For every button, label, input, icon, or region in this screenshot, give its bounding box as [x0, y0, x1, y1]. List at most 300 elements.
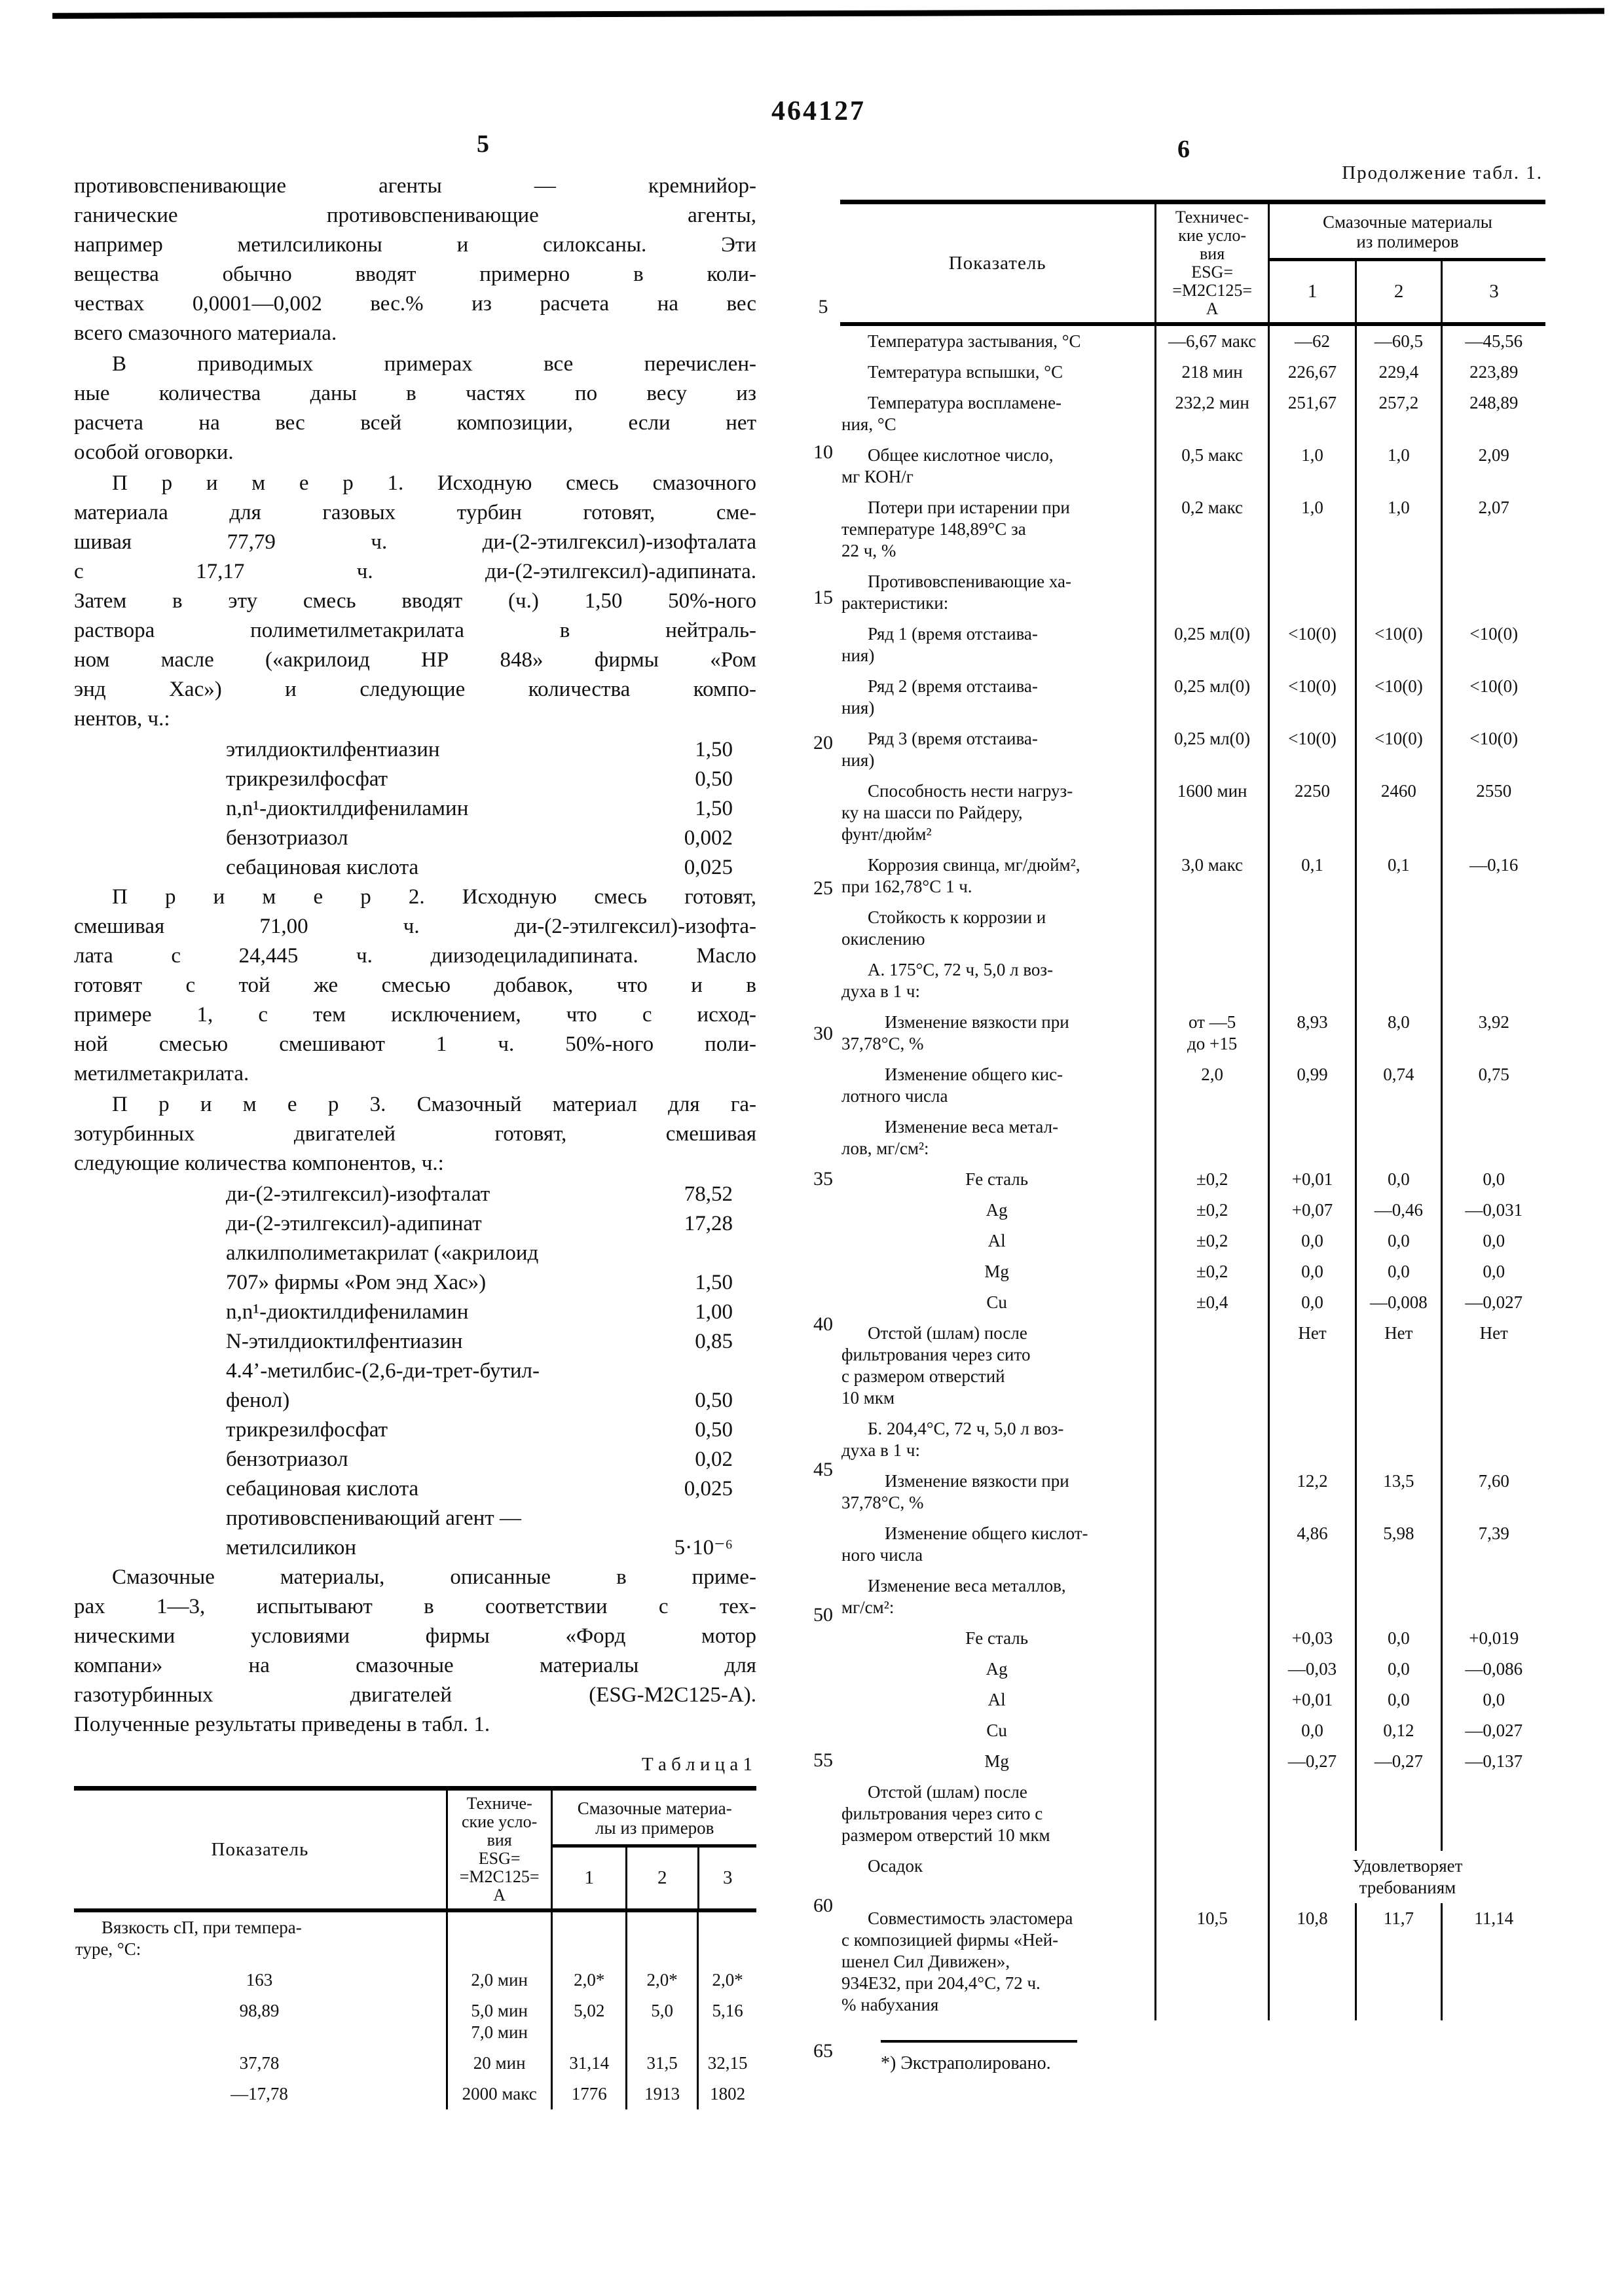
cell-value [1270, 1112, 1355, 1164]
row-label: Изменение вязкости при 37,78°С, % [841, 1471, 1069, 1512]
row-label: Стойкость к коррозии и окислению [841, 907, 1046, 949]
cell-value: 31,5 [625, 2048, 697, 2079]
right-column [840, 162, 1545, 2074]
component-row [74, 1357, 756, 1415]
text-line: ганические противовспенивающие агенты, [74, 204, 756, 227]
cell-value: —0,031 [1441, 1195, 1545, 1226]
row-label: Ряд 3 (время отстаива- ния) [841, 729, 1038, 770]
table1-caption: Т а б л и ц а 1 [642, 1754, 752, 1775]
footnote [881, 2040, 1545, 2074]
cell-value: 257,2 [1355, 388, 1440, 440]
line-number: 30 [813, 1023, 833, 1044]
paragraph [74, 172, 756, 348]
footnote-rule [881, 2040, 1077, 2043]
paragraph [74, 350, 756, 467]
text-line: вещества обычно вводят примерно в коли- [74, 263, 756, 286]
cell-spec: 5,0 мин 7,0 мин [446, 1995, 553, 2048]
cell-value: —0,086 [1441, 1654, 1545, 1685]
cell-spec: 232,2 мин [1154, 388, 1270, 440]
cell-spec: ±0,2 [1154, 1195, 1270, 1226]
cell-value: 0,1 [1355, 850, 1440, 902]
cell-value: —0,46 [1355, 1195, 1440, 1226]
component-row [74, 1298, 756, 1327]
cell-spec: 10,5 [1154, 1903, 1270, 2020]
component-row [74, 1239, 756, 1298]
cell-spec: ±0,4 [1154, 1287, 1270, 1318]
component-value: 0,50 [695, 1418, 733, 1442]
table-row [840, 1571, 1545, 1623]
cell-value: —0,137 [1441, 1746, 1545, 1777]
cell-value: 0,0 [1355, 1164, 1440, 1195]
table-row [840, 1715, 1545, 1746]
cell-value: 5,0 [625, 1995, 697, 2048]
cell-value: +0,07 [1291, 1200, 1333, 1220]
column-group-title: Смазочные материалы из полимеров [1270, 204, 1545, 261]
cell-value: 1776 [571, 2084, 607, 2104]
cell-value: 5,98 [1355, 1518, 1440, 1571]
cell-value [1270, 1571, 1355, 1623]
component-row [74, 1209, 756, 1239]
table-header [74, 1791, 756, 1912]
text-line: материала для газовых турбин готовят, сме- [74, 501, 756, 524]
cell-value: Нет [1298, 1323, 1327, 1343]
component-value: 17,28 [684, 1212, 733, 1235]
cell-value: 2,07 [1441, 492, 1545, 566]
component-name: трикрезилфосфат [226, 1418, 388, 1442]
row-label: 98,89 [239, 2001, 280, 2020]
row-label: Температура воспламене- ния, °С [841, 393, 1062, 434]
component-value: 0,025 [684, 856, 733, 879]
component-value: 78,52 [684, 1182, 733, 1206]
table-row [840, 492, 1545, 566]
cell-spec: ±0,2 [1154, 1226, 1270, 1256]
component-value: 0,85 [695, 1330, 733, 1353]
component-value: 1,50 [695, 1271, 733, 1294]
cell-span: Удовлетворяет требованиям [1352, 1856, 1463, 1897]
row-label: Mg [984, 1751, 1009, 1771]
cell-spec: 20 мин [446, 2048, 553, 2079]
row-label: Осадок [868, 1856, 923, 1876]
cell-value: 1,0 [1301, 445, 1323, 465]
cell-value: 2,0* [697, 1965, 756, 1995]
cell-value [1441, 1112, 1545, 1164]
component-value: 0,025 [684, 1477, 733, 1501]
text-line: энд Хас») и следующие количества компо- [74, 678, 756, 701]
cell-spec [1154, 1715, 1270, 1746]
component-value: 0,002 [684, 826, 733, 850]
text-line: ническими условиями фирмы «Форд мотор [74, 1624, 756, 1648]
line-number: 10 [813, 441, 833, 463]
table-row [840, 1287, 1545, 1318]
cell-value: 0,0 [1355, 1685, 1440, 1715]
cell-spec [1154, 1654, 1270, 1685]
cell-value: 0,0 [1441, 1256, 1545, 1287]
footnote-text: *) Экстраполировано. [881, 2053, 1051, 2073]
cell-value: <10(0) [1355, 619, 1440, 671]
text-line: расчета на вес всей композиции, если нет [74, 411, 756, 435]
column-header-specs: Техниче- ские усло- вия ESG= =M2C125= А [446, 1791, 553, 1908]
column-header-label: Показатель [948, 252, 1046, 274]
row-label: Mg [984, 1262, 1009, 1281]
text-line: В приводимых примерах все перечислен- [112, 352, 756, 376]
scan-artifact-line [52, 8, 1604, 18]
table-row [840, 776, 1545, 850]
paragraph [74, 469, 756, 734]
text-line: П р и м е р 2. Исходную смесь готовят, [112, 885, 756, 909]
table-row [74, 1912, 756, 1965]
row-label: Al [987, 1690, 1006, 1709]
table-row [840, 1654, 1545, 1685]
row-label: Отстой (шлам) после фильтрования через сито с размером отверстий 10 мкм [841, 1782, 1050, 1845]
cell-value [1441, 1777, 1545, 1851]
table-body [74, 1912, 756, 2109]
cell-value: 1,0 [1355, 492, 1440, 566]
cell-spec [1154, 1318, 1270, 1413]
patent-number: 464127 [771, 96, 866, 126]
table-row [840, 1318, 1545, 1413]
text-line: противовспенивающие агенты — кремнийор- [74, 174, 756, 198]
table-row [840, 1413, 1545, 1466]
row-label: Ag [986, 1659, 1008, 1679]
column-number: 1 [584, 1867, 594, 1888]
line-number: 5 [818, 296, 828, 318]
component-name: алкилполиметакрилат («акрилоид 707» фирмы «Ром энд Хас») [226, 1241, 539, 1294]
row-label: 37,78 [239, 2053, 280, 2073]
text-line: нентов, ч.: [74, 707, 170, 731]
text-line: Затем в эту смесь вводят (ч.) 1,50 50%-ного [74, 589, 756, 613]
cell-value: 11,14 [1441, 1903, 1545, 2020]
text-line: Полученные результаты приведены в табл. 1. [74, 1713, 490, 1736]
cell-value: —0,008 [1355, 1287, 1440, 1318]
cell-spec: 3,0 макс [1154, 850, 1270, 902]
cell-value [1355, 1777, 1440, 1851]
column-group-header [553, 1791, 756, 1908]
table-row [840, 1623, 1545, 1654]
row-label: А. 175°С, 72 ч, 5,0 л воз- духа в 1 ч: [841, 960, 1054, 1001]
cell-spec: от —5 до +15 [1154, 1007, 1270, 1059]
cell-value: —45,56 [1441, 326, 1545, 357]
line-number: 40 [813, 1313, 833, 1335]
cell-value: 4,86 [1297, 1523, 1328, 1543]
text-line: П р и м е р 3. Смазочный материал для га- [112, 1093, 756, 1116]
table-row [840, 1226, 1545, 1256]
cell-spec [1154, 1112, 1270, 1164]
table-row [840, 357, 1545, 388]
cell-value [697, 1912, 756, 1965]
text-line: газотурбинных двигателей (ESG-M2C125-A). [74, 1683, 756, 1707]
cell-value: 0,0 [1355, 1654, 1440, 1685]
paragraph [74, 1090, 756, 1178]
text-line: с 17,17 ч. ди-(2-этилгексил)-адипината. [74, 560, 756, 583]
cell-value: <10(0) [1288, 729, 1337, 748]
table-row [74, 2079, 756, 2109]
cell-value: <10(0) [1441, 671, 1545, 723]
line-number: 60 [813, 1895, 833, 1916]
table-row [840, 1256, 1545, 1287]
cell-spec [1154, 1851, 1270, 1903]
component-name: 4.4’-метилбис-(2,6-ди-трет-бутил- фенол) [226, 1359, 540, 1412]
cell-spec: 218 мин [1154, 357, 1270, 388]
cell-value: 0,0 [1441, 1226, 1545, 1256]
component-name: бензотриазол [226, 1448, 348, 1471]
cell-value: 1,0 [1301, 498, 1323, 517]
cell-value [1270, 902, 1355, 955]
cell-value [1441, 566, 1545, 619]
cell-value [1355, 566, 1440, 619]
cell-value: <10(0) [1441, 619, 1545, 671]
cell-value: 0,0 [1301, 1231, 1323, 1250]
row-label: Изменение вязкости при 37,78°С, % [841, 1012, 1069, 1053]
line-number: 20 [813, 732, 833, 754]
text-line: готовят с той же смесью добавок, что и в [74, 974, 756, 997]
component-row [74, 853, 756, 883]
cell-value: 2,0* [625, 1965, 697, 1995]
row-label: Противовспенивающие ха- рактеристики: [841, 572, 1072, 613]
text-line: Смазочные материалы, описанные в приме- [112, 1565, 756, 1589]
component-name: n,n¹-диоктилдифениламин [226, 797, 469, 820]
cell-value [1270, 1413, 1355, 1466]
paragraph [74, 883, 756, 1089]
row-label: Способность нести нагруз- ку на шасси по Райдеру, фунт/дюйм² [841, 781, 1073, 844]
row-label: —17,78 [231, 2084, 288, 2104]
cell-value [1355, 1413, 1440, 1466]
table-row [840, 1518, 1545, 1571]
text-line: лата с 24,445 ч. диизодециладипината. Масло [74, 944, 756, 968]
component-value: 0,02 [695, 1448, 733, 1471]
component-value: 1,50 [695, 738, 733, 761]
table1 [74, 1786, 756, 2109]
table-row [840, 955, 1545, 1007]
row-label: 163 [246, 1970, 273, 1990]
table-row [74, 2048, 756, 2079]
left-column-text [74, 172, 756, 1740]
column-number: 3 [1441, 261, 1545, 322]
left-column [74, 172, 756, 2109]
cell-spec [446, 1912, 553, 1965]
component-name: себациновая кислота [226, 1477, 419, 1501]
cell-value: 2550 [1441, 776, 1545, 850]
cell-value: —62 [1295, 331, 1331, 351]
row-label: Изменение веса метал- лов, мг/см²: [841, 1117, 1059, 1158]
cell-value [1270, 566, 1355, 619]
column-subheader [553, 1848, 756, 1908]
component-name: N-этилдиоктилфентиазин [226, 1330, 463, 1353]
cell-value: <10(0) [1355, 671, 1440, 723]
table-row [840, 1746, 1545, 1777]
text-line: чествах 0,0001—0,002 вес.% из расчета на вес [74, 292, 756, 316]
cell-value: —0,27 [1355, 1746, 1440, 1777]
row-label: Ряд 1 (время отстаива- ния) [841, 624, 1038, 665]
row-label: Вязкость сП, при темпера- туре, °С: [75, 1918, 302, 1959]
row-label: Fe сталь [965, 1628, 1029, 1648]
row-label: Fe сталь [965, 1169, 1029, 1189]
cell-spec [1154, 1623, 1270, 1654]
column-number: 1 [1307, 281, 1318, 302]
component-name: n,n¹-диоктилдифениламин [226, 1300, 469, 1324]
cell-value: <10(0) [1288, 624, 1337, 644]
cell-value: 1,0 [1355, 440, 1440, 492]
text-line: рах 1—3, испытывают в соответствии с тех- [74, 1595, 756, 1618]
table-row [840, 566, 1545, 619]
row-label: Изменение общего кислот- ного числа [841, 1523, 1088, 1565]
line-number: 55 [813, 1749, 833, 1771]
cell-value: 2460 [1355, 776, 1440, 850]
table-row [840, 619, 1545, 671]
component-row [74, 1415, 756, 1445]
cell-value: 8,0 [1355, 1007, 1440, 1059]
table-row [840, 440, 1545, 492]
cell-value: Нет [1355, 1318, 1440, 1413]
table-row [840, 1466, 1545, 1518]
cell-spec [1154, 1571, 1270, 1623]
cell-value: <10(0) [1288, 676, 1337, 696]
text-line: смешивая 71,00 ч. ди-(2-этилгексил)-изофта- [74, 915, 756, 938]
cell-value: 8,93 [1297, 1012, 1328, 1032]
text-line: раствора полиметилметакрилата в нейтраль- [74, 619, 756, 642]
cell-value: 0,0 [1355, 1226, 1440, 1256]
cell-spec: ±0,2 [1154, 1256, 1270, 1287]
cell-value: —0,03 [1287, 1659, 1337, 1679]
cell-value: 229,4 [1355, 357, 1440, 388]
cell-value: +0,03 [1291, 1628, 1333, 1648]
cell-value: +0,01 [1291, 1690, 1333, 1709]
cell-value: —60,5 [1355, 326, 1440, 357]
cell-spec [1154, 1518, 1270, 1571]
component-name: ди-(2-этилгексил)-адипинат [226, 1212, 482, 1235]
column-group-title: Смазочные материа- лы из примеров [553, 1791, 756, 1848]
cell-value [1355, 1112, 1440, 1164]
cell-value: 12,2 [1297, 1471, 1328, 1491]
cell-value: 0,74 [1355, 1059, 1440, 1112]
line-number: 15 [813, 587, 833, 608]
component-value: 0,50 [695, 767, 733, 791]
cell-spec: ±0,2 [1154, 1164, 1270, 1195]
right-page-number: 6 [1177, 136, 1190, 163]
cell-value: —0,16 [1441, 850, 1545, 902]
component-value: 0,50 [695, 1389, 733, 1412]
cell-spec [1154, 902, 1270, 955]
column-header-specs: Техничес- кие усло- вия ESG= =M2C125= А [1154, 204, 1270, 322]
row-label: Темтература вспышки, °С [868, 362, 1063, 382]
text-line: всего смазочного материала. [74, 321, 337, 345]
cell-spec: 0,25 мл(0) [1154, 619, 1270, 671]
column-number: 3 [697, 1848, 756, 1908]
column-number: 2 [1355, 261, 1441, 322]
component-row [74, 1180, 756, 1209]
line-number: 50 [813, 1604, 833, 1626]
cell-value: 2,0* [574, 1970, 605, 1990]
cell-value [1441, 1571, 1545, 1623]
cell-value: 0,0 [1441, 1164, 1545, 1195]
cell-value: Нет [1441, 1318, 1545, 1413]
cell-spec: 0,2 макс [1154, 492, 1270, 566]
row-label: Коррозия свинца, мг/дюйм², при 162,78°С 1 ч. [841, 855, 1080, 896]
cell-value: 3,92 [1441, 1007, 1545, 1059]
cell-value [1270, 955, 1355, 1007]
component-name: ди-(2-этилгексил)-изофталат [226, 1182, 490, 1206]
cell-spec: 0,25 мл(0) [1154, 671, 1270, 723]
paragraph [74, 1563, 756, 1740]
cell-spec: 2,0 [1154, 1059, 1270, 1112]
left-page-number: 5 [477, 130, 489, 158]
table-row [840, 388, 1545, 440]
cell-value: —0,027 [1441, 1287, 1545, 1318]
cell-value: 2,09 [1441, 440, 1545, 492]
cell-value [1270, 1777, 1355, 1851]
cell-value: 0,0 [1301, 1262, 1323, 1281]
cell-value: <10(0) [1441, 723, 1545, 776]
cell-value: +0,01 [1291, 1169, 1333, 1189]
component-name: бензотриазол [226, 826, 348, 850]
table-row [840, 1059, 1545, 1112]
cell-value: 0,0 [1355, 1623, 1440, 1654]
cell-value [1355, 955, 1440, 1007]
component-name: противовспенивающий агент — метилсиликон [226, 1506, 521, 1559]
row-label: Ряд 2 (время отстаива- ния) [841, 676, 1038, 718]
row-label: Al [987, 1231, 1006, 1250]
table-row [840, 1007, 1545, 1059]
cell-spec [1154, 566, 1270, 619]
cell-spec [1154, 1466, 1270, 1518]
text-line: примере 1, с тем исключением, что с исход- [74, 1003, 756, 1027]
cell-spec [1154, 1777, 1270, 1851]
table-row [840, 1851, 1545, 1903]
table-row [840, 1164, 1545, 1195]
row-label: Изменение общего кис- лотного числа [841, 1065, 1063, 1106]
table-row [840, 850, 1545, 902]
cell-value [625, 1912, 697, 1965]
cell-spec: 0,25 мл(0) [1154, 723, 1270, 776]
component-row [74, 735, 756, 765]
text-line: особой оговорки. [74, 441, 234, 464]
row-label: Совместимость эластомера с композицией фирмы «Ней- шенел Сил Дивижен», 934Е32, при 204,4°С, 72 ч. % набухания [841, 1908, 1073, 2014]
component-row [74, 1474, 756, 1504]
line-number: 35 [813, 1168, 833, 1190]
component-value: 5·10⁻⁶ [674, 1536, 733, 1559]
component-row [74, 824, 756, 853]
cell-value: 1913 [625, 2079, 697, 2109]
component-value: 1,50 [695, 797, 733, 820]
component-name: трикрезилфосфат [226, 767, 388, 791]
component-row [74, 765, 756, 794]
cell-value: 5,02 [574, 2001, 605, 2020]
cell-value: —0,27 [1287, 1751, 1337, 1771]
component-name: себациновая кислота [226, 856, 419, 879]
text-line: метилметакрилата. [74, 1062, 249, 1085]
cell-value: +0,019 [1441, 1623, 1545, 1654]
cell-value: 0,0 [1301, 1721, 1323, 1740]
table-row [840, 1685, 1545, 1715]
cell-value: —0,027 [1441, 1715, 1545, 1746]
text-line: зотурбинных двигателей готовят, смешивая [74, 1122, 756, 1146]
table-row [840, 1195, 1545, 1226]
table-row [840, 723, 1545, 776]
row-label: Отстой (шлам) после фильтрования через сито с размером отверстий 10 мкм [841, 1323, 1031, 1408]
table-row [840, 902, 1545, 955]
row-label: Б. 204,4°С, 72 ч, 5,0 л воз- духа в 1 ч: [841, 1419, 1064, 1460]
component-row [74, 1504, 756, 1563]
row-label: Потери при истарении при температуре 148,89°С за 22 ч, % [841, 498, 1070, 560]
cell-spec: 2,0 мин [446, 1965, 553, 1995]
component-row [74, 1327, 756, 1357]
table-row [840, 1903, 1545, 2020]
cell-value [553, 1912, 625, 1965]
column-header-label: Показатель [211, 1838, 309, 1860]
cell-spec: —6,67 макс [1154, 326, 1270, 357]
text-line: П р и м е р 1. Исходную смесь смазочного [112, 471, 756, 495]
cell-spec [1154, 1413, 1270, 1466]
cell-value: 10,8 [1297, 1908, 1328, 1928]
